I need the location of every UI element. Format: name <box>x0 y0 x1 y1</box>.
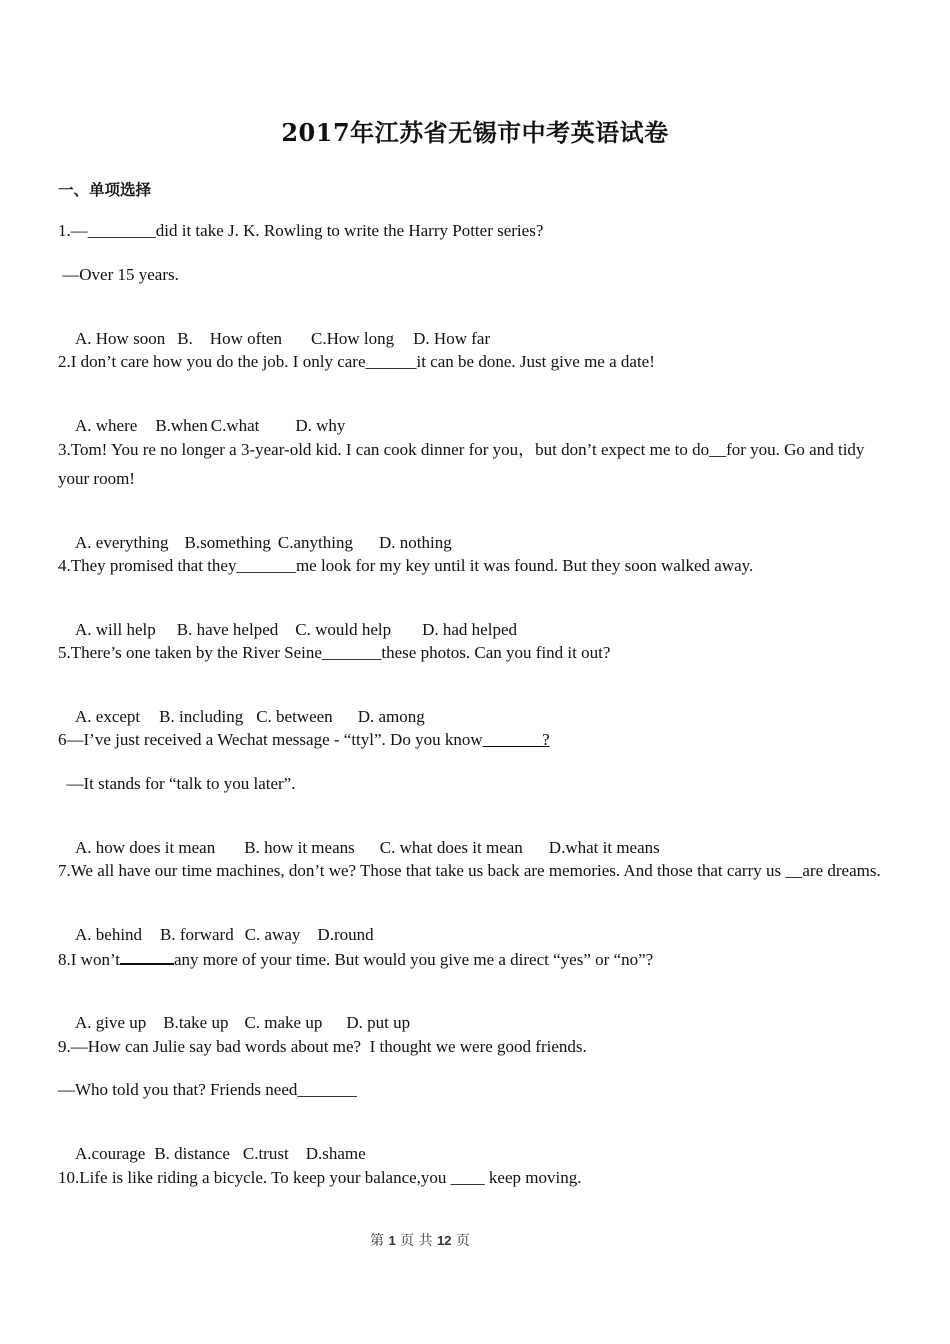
footer-total-pages: 12 <box>437 1233 452 1248</box>
option-c: C.anything <box>277 533 353 552</box>
option-d: D. nothing <box>379 533 452 552</box>
page-title: 2017年江苏省无锡市中考英语试卷 <box>281 118 669 147</box>
question-8-blank <box>120 949 174 965</box>
footer-page-number: 1 <box>388 1233 396 1248</box>
option-a: A. where <box>75 416 138 435</box>
question-8-post: any more of your time. But would you give me a direct “yes” or “no”? <box>174 950 654 969</box>
option-a: A. except <box>75 707 141 726</box>
question-4: 4.They promised that they_______me look for my key until it was found. But they soon walked away. <box>58 556 754 575</box>
question-6 <box>58 730 550 750</box>
footer-word-3: 页 <box>455 1233 470 1249</box>
question-9: 9.—How can Julie say bad words about me? I thought we were good friends. <box>58 1037 587 1056</box>
option-b: B. How often <box>177 329 283 348</box>
footer-word-2: 页 共 <box>400 1233 433 1249</box>
option-c: C. make up <box>244 1013 323 1032</box>
question-8-pre: 8.I won’t <box>58 950 121 969</box>
question-2: 2.I don’t care how you do the job. I only care______it can be done. Just give me a date! <box>58 352 655 371</box>
option-b: B. have helped <box>176 620 279 639</box>
option-b: B.take up <box>163 1013 229 1032</box>
option-b: B.when <box>155 416 208 435</box>
question-5: 5.There’s one taken by the River Seine_______these photos. Can you find it out? <box>58 643 611 662</box>
option-d: D.what it means <box>548 838 660 857</box>
question-7: 7.We all have our time machines, don’t we? Those that take us back are memories. And those that carry us __are dreams. <box>58 861 881 880</box>
question-10: 10.Life is like riding a bicycle. To keep your balance,you ____ keep moving. <box>58 1168 582 1187</box>
page-footer <box>0 1230 840 1250</box>
footer-word-1: 第 <box>370 1233 385 1249</box>
option-c: C.what <box>210 416 260 435</box>
option-c: C. away <box>244 925 301 944</box>
option-d: D.shame <box>305 1144 366 1163</box>
question-8 <box>58 949 653 970</box>
option-a: A. behind <box>75 925 143 944</box>
option-d: D. put up <box>346 1013 411 1032</box>
option-b: B. distance <box>154 1144 230 1163</box>
option-c: C. what does it mean <box>379 838 523 857</box>
section-heading: 一、单项选择 <box>58 181 152 199</box>
question-6-text: 6—I’ve just received a Wechat message - “ttyl”. Do you know <box>58 730 483 749</box>
option-b: B.something <box>184 533 271 552</box>
option-b: B. forward <box>160 925 234 944</box>
option-b: B. how it means <box>244 838 355 857</box>
option-d: D. among <box>357 707 425 726</box>
option-a: A. will help <box>75 620 156 639</box>
option-d: D. How far <box>413 329 491 348</box>
option-a: A. give up <box>75 1013 147 1032</box>
question-6-reply: —It stands for “talk to you later”. <box>58 774 296 793</box>
option-a: A. everything <box>75 533 169 552</box>
option-c: C.How long <box>311 329 395 348</box>
option-d: D.round <box>317 925 374 944</box>
option-a: A. How soon <box>75 329 166 348</box>
option-d: D. had helped <box>422 620 517 639</box>
question-3: 3.Tom! You re no longer a 3-year-old kid. I can cook dinner for you，but don’t expect me to do__for you. Go and tidy your room! <box>58 440 865 488</box>
option-d: D. why <box>295 416 346 435</box>
option-a: A. how does it mean <box>75 838 216 857</box>
option-c: C. between <box>256 707 333 726</box>
question-1-reply: —Over 15 years. <box>58 265 179 284</box>
option-b: B. including <box>159 707 244 726</box>
question-6-blank: _______? <box>482 730 550 749</box>
question-9-reply: —Who told you that? Friends need_______ <box>58 1080 357 1099</box>
option-a: A.courage <box>75 1144 146 1163</box>
option-c: C.trust <box>242 1144 289 1163</box>
option-c: C. would help <box>295 620 392 639</box>
question-1: 1.—________did it take J. K. Rowling to write the Harry Potter series? <box>58 221 544 240</box>
